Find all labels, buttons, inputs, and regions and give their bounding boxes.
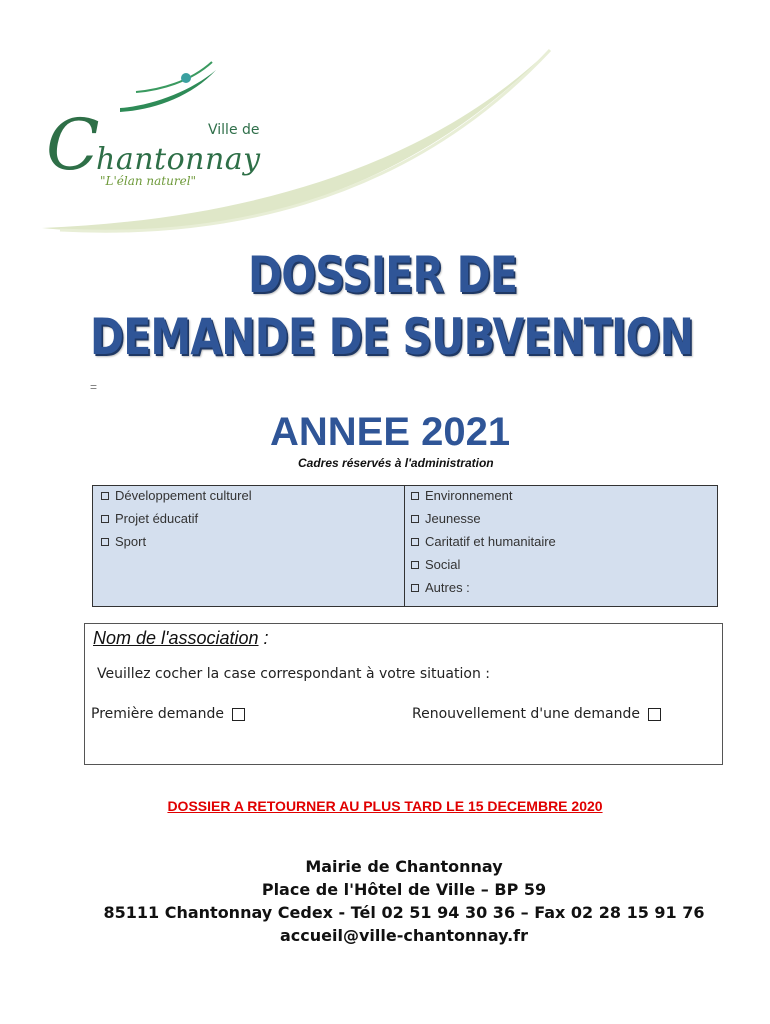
logo-ville-de: Ville de	[208, 122, 260, 138]
category-label: Autres :	[425, 580, 470, 595]
association-name-label	[93, 628, 269, 649]
chantonnay-logo	[40, 40, 560, 250]
renewal-request-option	[412, 706, 661, 722]
association-box	[84, 623, 723, 765]
square-bullet-icon	[411, 515, 419, 523]
category-label: Social	[425, 557, 461, 572]
first-request-checkbox[interactable]	[232, 708, 245, 721]
admin-note: Cadres réservés à l'administration	[298, 456, 494, 470]
admin-category-table	[92, 485, 718, 607]
logo-tagline: "L'élan naturel"	[100, 174, 197, 188]
category-column-left	[93, 486, 405, 606]
square-bullet-icon	[411, 538, 419, 546]
square-bullet-icon	[411, 492, 419, 500]
address-line-3: 85111 Chantonnay Cedex - Tél 02 51 94 30 36 – Fax 02 28 15 91 76	[103, 903, 705, 922]
category-item	[411, 487, 717, 510]
first-request-option	[91, 706, 245, 722]
category-item	[101, 510, 404, 533]
association-label-suffix: :	[258, 628, 269, 648]
year-heading: ANNEE 2021	[270, 410, 511, 454]
category-item	[101, 533, 404, 556]
first-request-label: Première demande	[91, 706, 224, 722]
category-item	[101, 487, 404, 510]
category-label: Projet éducatif	[115, 511, 199, 526]
title-line-2: DEMANDE DE SUBVENTION	[90, 308, 694, 366]
square-bullet-icon	[101, 492, 109, 500]
deadline-notice: DOSSIER A RETOURNER AU PLUS TARD LE 15 DECEMBRE 2020	[167, 798, 603, 814]
contact-email[interactable]: accueil@ville-chantonnay.fr	[279, 926, 529, 945]
address-line-2: Place de l'Hôtel de Ville – BP 59	[261, 880, 547, 899]
renewal-request-label: Renouvellement d'une demande	[412, 706, 641, 722]
renewal-request-checkbox[interactable]	[648, 708, 661, 721]
category-label: Jeunesse	[425, 511, 481, 526]
category-item	[411, 533, 717, 556]
square-bullet-icon	[101, 538, 109, 546]
title-line-1: DOSSIER DE	[248, 246, 518, 304]
category-label: Environnement	[425, 488, 513, 503]
category-label: Sport	[115, 534, 147, 549]
square-bullet-icon	[101, 515, 109, 523]
equals-mark: =	[90, 380, 98, 394]
category-label: Développement culturel	[115, 488, 252, 503]
category-item	[411, 556, 717, 579]
category-label: Caritatif et humanitaire	[425, 534, 556, 549]
category-item	[411, 510, 717, 533]
logo-c-letter: C	[46, 104, 100, 186]
square-bullet-icon	[411, 561, 419, 569]
situation-instruction: Veuillez cocher la case correspondant à votre situation :	[97, 666, 490, 682]
category-item	[411, 579, 717, 602]
association-label-text: Nom de l'association	[93, 628, 259, 648]
category-column-right	[405, 486, 717, 606]
address-line-1: Mairie de Chantonnay	[305, 857, 503, 876]
logo-name: hantonnay	[96, 142, 261, 177]
square-bullet-icon	[411, 584, 419, 592]
